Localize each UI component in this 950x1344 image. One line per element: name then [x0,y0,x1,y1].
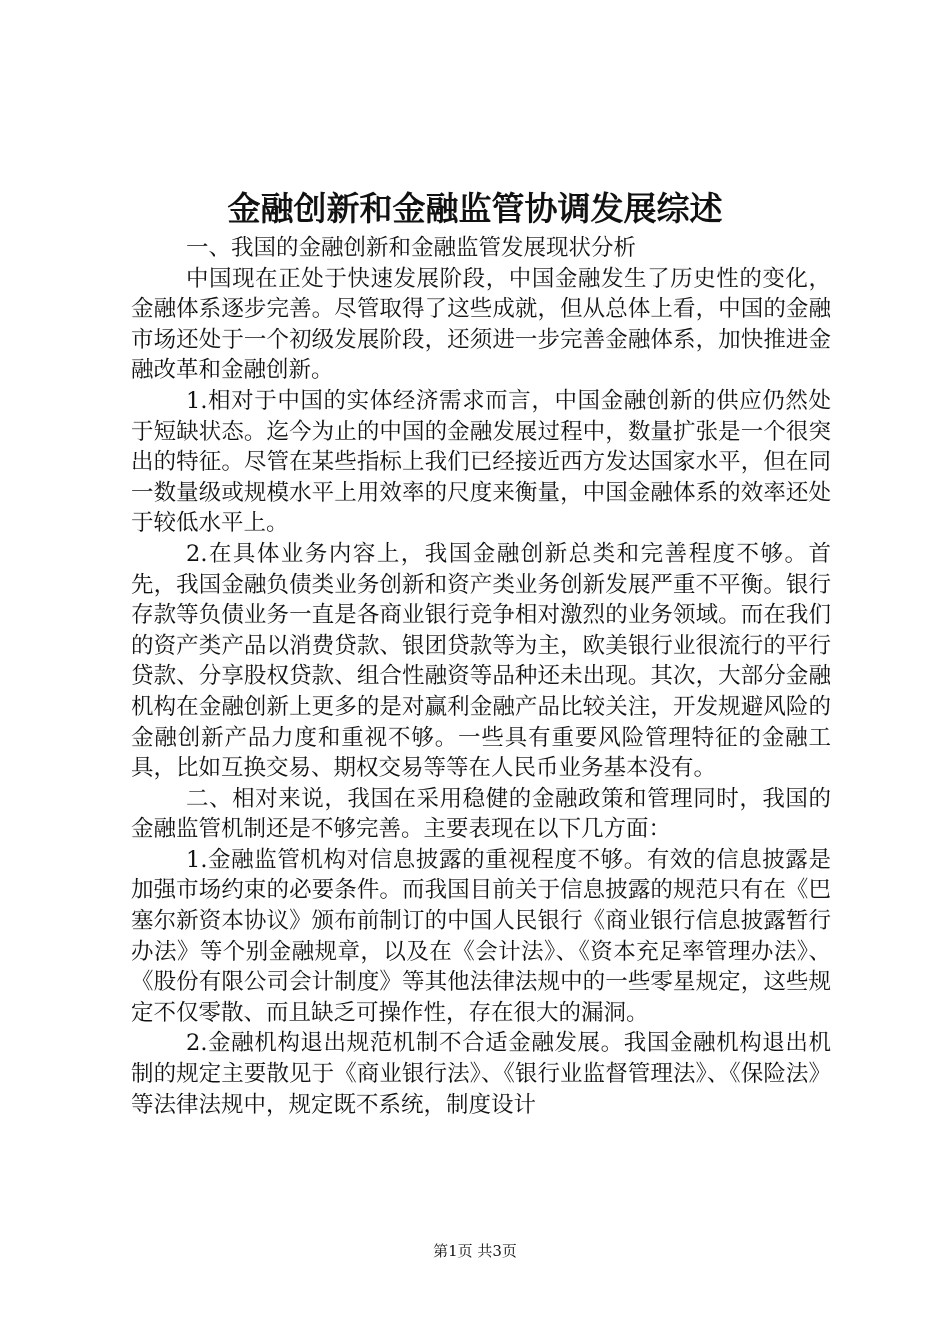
section-heading-1: 一、我国的金融创新和金融监管发展现状分析 [186,235,637,261]
document-title: 金融创新和金融监管协调发展综述 [227,189,723,228]
section-heading-2: 二、相对来说，我国在采用稳健的金融政策和管理同时，我国的金融监管机制还是不够完善。主要表现在以下几方面： [131,785,831,843]
paragraph: 2.金融机构退出规范机制不合适金融发展。我国金融机构退出机制的规定主要散见于《商业银行法》、《银行业监督管理法》、《保险法》等法律法规中，规定既不系统，制度设计 [131,1030,831,1118]
document-body [131,233,831,1120]
paragraph: 1.金融监管机构对信息披露的重视程度不够。有效的信息披露是加强市场约束的必要条件。而我国目前关于信息披露的规范只有在《巴塞尔新资本协议》颁布前制订的中国人民银行《商业银行信息披露暂行办法》等个别金融规章，以及在《会计法》、《资本充足率管理办法》、《股份有限公司会计制度》等其他法律法规中的一些零星规定，这些规定不仅零散、而且缺乏可操作性，存在很大的漏洞。 [131,846,831,1026]
page-number-footer: 第1页 共3页 [433,1242,517,1260]
paragraph: 2.在具体业务内容上，我国金融创新总类和完善程度不够。首先，我国金融负债类业务创新和资产类业务创新发展严重不平衡。银行存款等负债业务一直是各商业银行竞争相对激烈的业务领域。而在我们的资产类产品以消费贷款、银团贷款等为主，欧美银行业很流行的平行贷款、分享股权贷款、组合性融资等品种还未出现。其次，大部分金融机构在金融创新上更多的是对赢利金融产品比较关注，开发规避风险的金融创新产品力度和重视不够。一些具有重要风险管理特征的金融工具，比如互换交易、期权交易等等在人民币业务基本没有。 [131,540,831,782]
paragraph: 中国现在正处于快速发展阶段，中国金融发生了历史性的变化，金融体系逐步完善。尽管取得了这些成就，但从总体上看，中国的金融市场还处于一个初级发展阶段，还须进一步完善金融体系，加快推进金融改革和金融创新。 [131,265,831,384]
paragraph: 1.相对于中国的实体经济需求而言，中国金融创新的供应仍然处于短缺状态。迄今为止的中国的金融发展过程中，数量扩张是一个很突出的特征。尽管在某些指标上我们已经接近西方发达国家水平，但在同一数量级或规模水平上用效率的尺度来衡量，中国金融体系的效率还处于较低水平上。 [131,387,831,537]
